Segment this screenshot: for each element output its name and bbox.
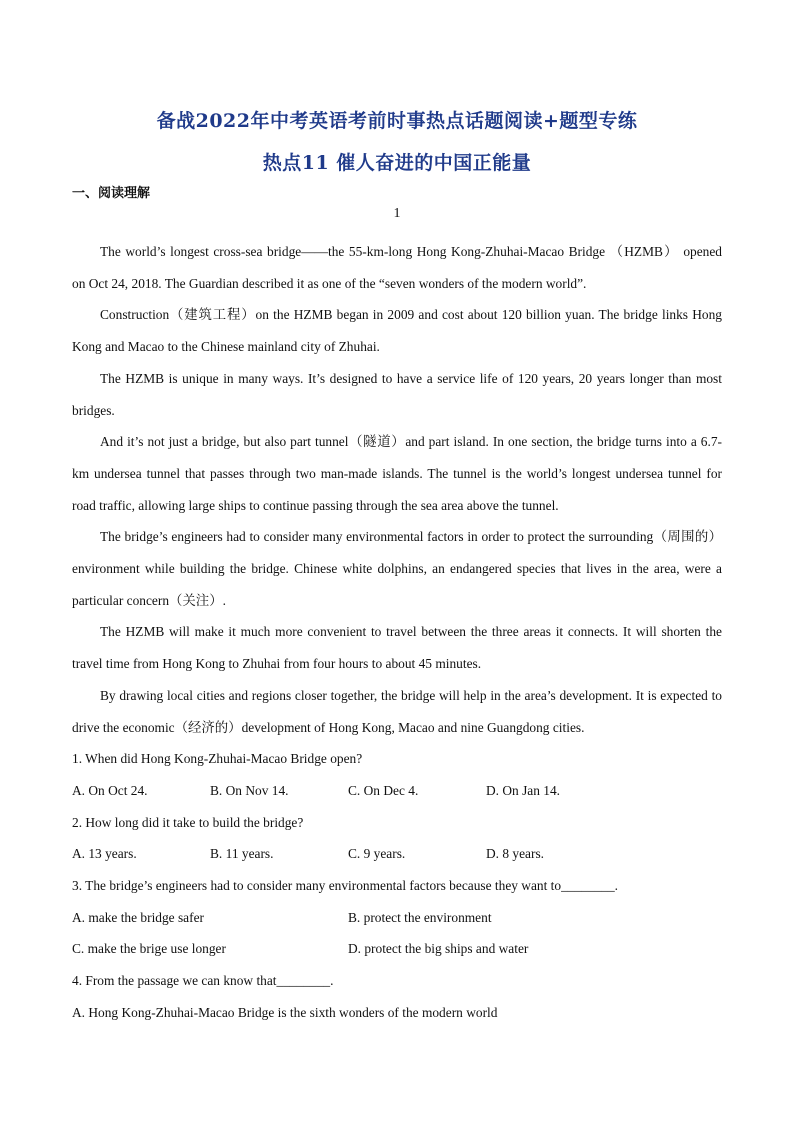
paragraph: And it’s not just a bridge, but also part tunnel（隧道）and part island. In one section, the bridge turns into a 6.7-km undersea tunnel that passes through two man-made islands. The tunnel is the world’s longest undersea tunnel for road traffic, allowing large ships to continue passing through the sea area above the tunnel. [72, 434, 722, 513]
option-a: A. On Oct 24. [72, 782, 148, 798]
question-options [72, 775, 722, 807]
option-a: A. 13 years. [72, 846, 137, 862]
section-heading: 一、阅读理解 [72, 186, 151, 201]
option-d: D. On Jan 14. [486, 782, 561, 798]
question-stem: 2. How long did it take to build the bridge? [72, 814, 304, 830]
option-c: C. On Dec 4. [348, 782, 419, 798]
passage-body [72, 236, 722, 1029]
option-a: A. make the bridge safer [72, 909, 204, 925]
option-a: A. Hong Kong-Zhuhai-Macao Bridge is the sixth wonders of the modern world [72, 1004, 498, 1020]
document-subtitle: 热点11 催人奋进的中国正能量 [262, 152, 532, 174]
paragraph: By drawing local cities and regions closer together, the bridge will help in the area’s development. It is expected to drive the economic（经济的）development of Hong Kong, Macao and nine Guangdong cities. [72, 687, 722, 735]
paragraph: Construction（建筑工程）on the HZMB began in 2009 and cost about 120 billion yuan. The bridge links Hong Kong and Macao to the Chinese mainland city of Zhuhai. [72, 307, 722, 355]
question-stem: 3. The bridge’s engineers had to consider many environmental factors because they want to________. [72, 878, 619, 894]
question-stem: 4. From the passage we can know that________. [72, 973, 334, 989]
question-options [72, 838, 722, 870]
paragraph: The HZMB will make it much more convenient to travel between the three areas it connects. It will shorten the travel time from Hong Kong to Zhuhai from four hours to about 45 minutes. [72, 624, 722, 672]
option-d: D. protect the big ships and water [348, 941, 529, 957]
question-options [72, 902, 722, 934]
question-stem: 1. When did Hong Kong-Zhuhai-Macao Bridge open? [72, 751, 363, 767]
option-c: C. 9 years. [348, 846, 406, 862]
paragraph: The bridge’s engineers had to consider many environmental factors in order to protect the surrounding（周围的）environment while building the bridge. Chinese white dolphins, an endangered species that lives in the area, were a particular concern（关注）. [72, 529, 722, 608]
question-options [72, 933, 722, 965]
paragraph: The HZMB is unique in many ways. It’s designed to have a service life of 120 years, 20 years longer than most bridges. [72, 370, 722, 418]
document-title: 备战2022年中考英语考前时事热点话题阅读+题型专练 [156, 110, 638, 132]
option-b: B. On Nov 14. [210, 782, 289, 798]
option-b: B. 11 years. [210, 846, 274, 862]
paragraph: The world’s longest cross-sea bridge——the 55-km-long Hong Kong-Zhuhai-Macao Bridge （HZMB） opened on Oct 24, 2018. The Guardian described it as one of the “seven wonders of the modern world”. [72, 244, 722, 291]
option-b: B. protect the environment [348, 909, 492, 925]
option-d: D. 8 years. [486, 846, 545, 862]
passage-number: 1 [393, 206, 401, 221]
option-c: C. make the brige use longer [72, 941, 226, 957]
